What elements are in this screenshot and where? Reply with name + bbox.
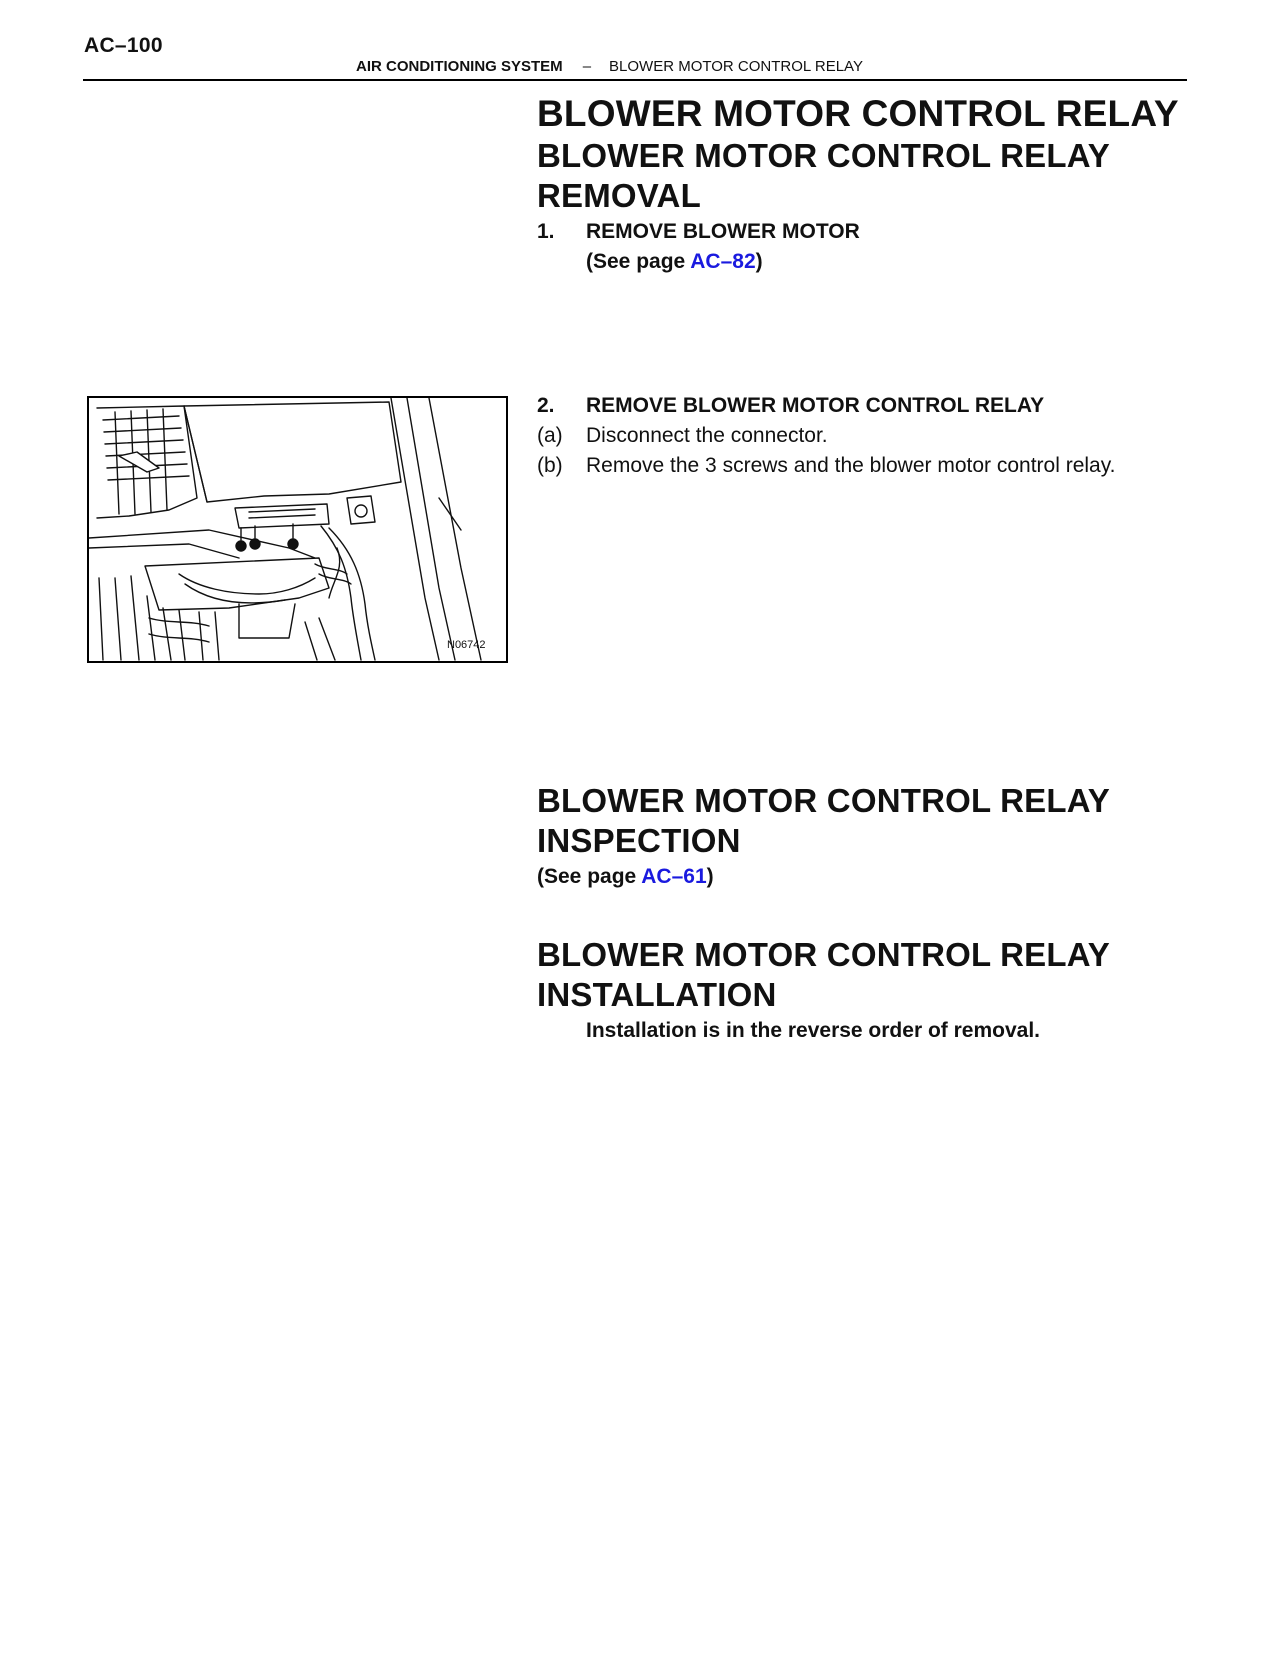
header-separator: –	[582, 58, 592, 75]
installation-text: Installation is in the reverse order of removal.	[586, 1019, 1040, 1042]
link-ac-82[interactable]: AC–82	[690, 250, 756, 273]
link-ac-61[interactable]: AC–61	[641, 865, 707, 888]
page-number: AC–100	[84, 34, 163, 57]
substep-b-label: (b)	[537, 454, 563, 477]
inspection-section	[537, 781, 1197, 892]
relay-location-illustration-icon	[89, 398, 506, 661]
inspection-title-line1: BLOWER MOTOR CONTROL RELAY	[537, 782, 1110, 819]
step-1-text: REMOVE BLOWER MOTOR	[586, 220, 860, 243]
step-1	[537, 217, 1197, 247]
figure-code: N06742	[447, 639, 486, 651]
installation-section	[537, 935, 1197, 1046]
header-topic: BLOWER MOTOR CONTROL RELAY	[609, 58, 863, 75]
step-2-text: REMOVE BLOWER MOTOR CONTROL RELAY	[586, 394, 1045, 417]
installation-title-line2: INSTALLATION	[537, 976, 777, 1013]
main-title: BLOWER MOTOR CONTROL RELAY	[537, 93, 1179, 134]
installation-title-line1: BLOWER MOTOR CONTROL RELAY	[537, 936, 1110, 973]
substep-a-text: Disconnect the connector.	[586, 424, 828, 447]
step-2	[537, 391, 1197, 421]
step-2-number: 2.	[537, 394, 555, 417]
removal-title-line2: REMOVAL	[537, 177, 701, 214]
substep-b-text: Remove the 3 screws and the blower motor control relay.	[586, 454, 1116, 477]
inspection-reference: (See page AC–61)	[537, 865, 714, 888]
step-1-number: 1.	[537, 220, 555, 243]
substep-a	[537, 421, 1197, 451]
removal-section	[537, 94, 1197, 277]
inspection-title-line2: INSPECTION	[537, 822, 741, 859]
header-section: AIR CONDITIONING SYSTEM	[356, 58, 563, 75]
substep-b	[537, 451, 1197, 481]
step-1-reference: (See page AC–82)	[586, 250, 763, 273]
substep-a-label: (a)	[537, 424, 563, 447]
relay-location-figure	[87, 396, 508, 663]
removal-title-line1: BLOWER MOTOR CONTROL RELAY	[537, 137, 1110, 174]
running-header	[356, 58, 863, 75]
step-2-block	[537, 391, 1197, 481]
header-rule	[83, 79, 1187, 81]
